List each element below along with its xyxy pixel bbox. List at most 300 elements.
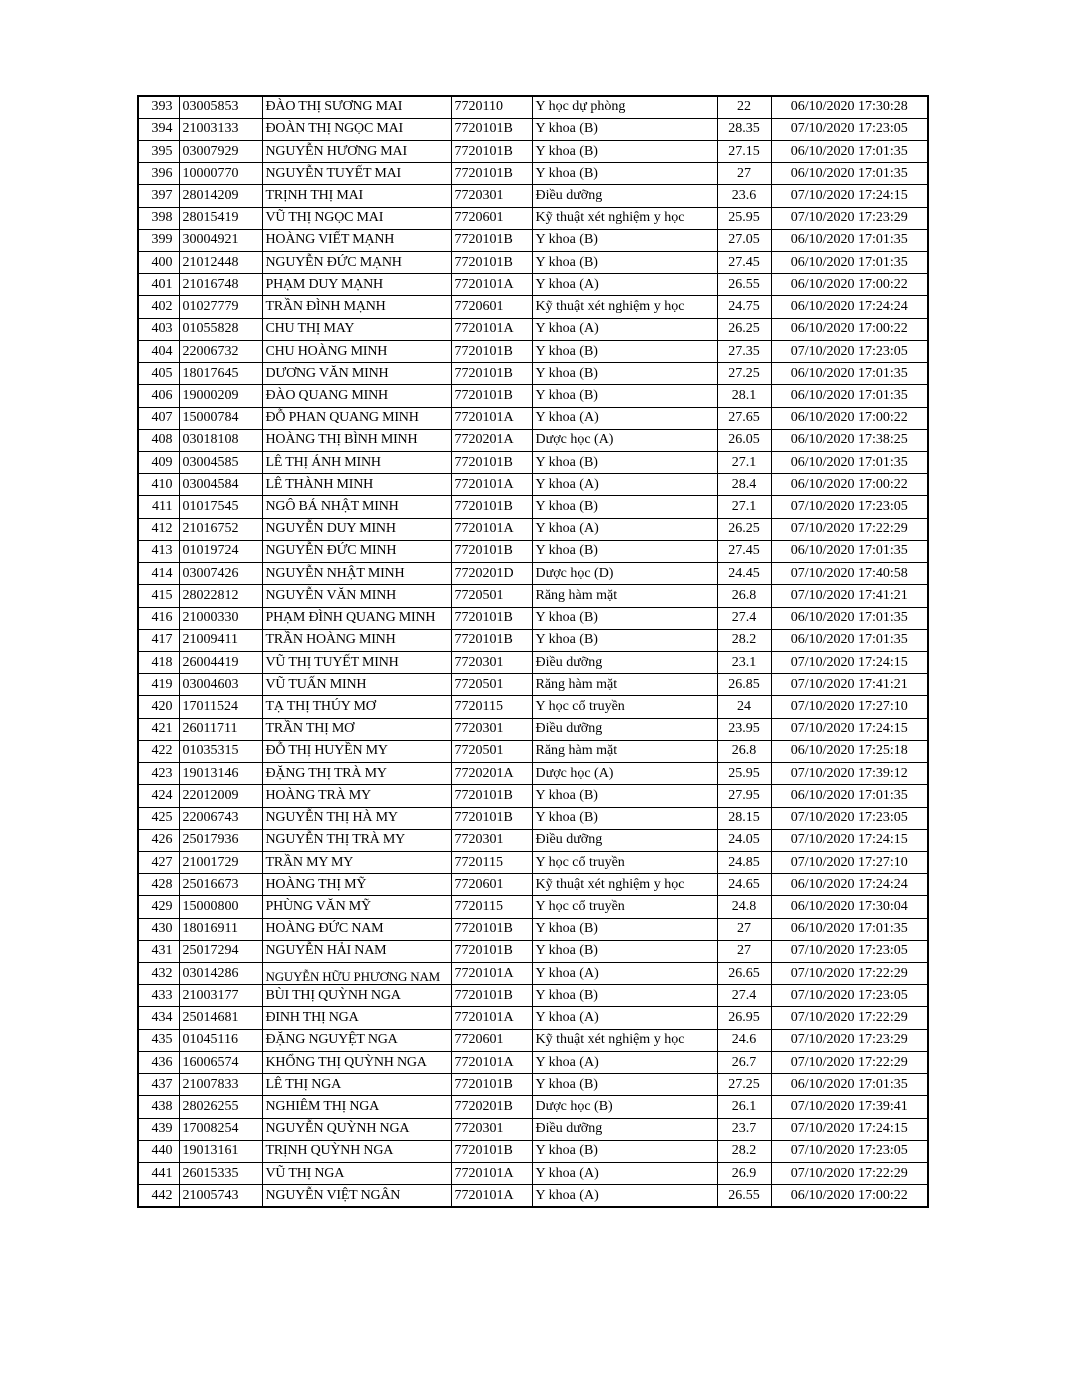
candidate-id: 18016911 bbox=[179, 918, 262, 940]
candidate-id: 03007929 bbox=[179, 140, 262, 162]
major-name: Y khoa (A) bbox=[532, 407, 717, 429]
candidate-name: NGUYỄN NHẬT MINH bbox=[262, 563, 451, 585]
table-row bbox=[138, 452, 928, 474]
table-row bbox=[138, 1163, 928, 1185]
score: 25.95 bbox=[717, 207, 771, 229]
candidate-id: 03007426 bbox=[179, 563, 262, 585]
candidate-name: VŨ THỊ TUYẾT MINH bbox=[262, 651, 451, 673]
candidate-name: ĐẶNG THỊ TRÀ MY bbox=[262, 763, 451, 785]
table-row bbox=[138, 140, 928, 162]
candidate-id: 22006732 bbox=[179, 340, 262, 362]
major-code: 7720101B bbox=[451, 785, 532, 807]
major-name: Y khoa (A) bbox=[532, 1051, 717, 1073]
major-code: 7720101B bbox=[451, 118, 532, 140]
major-name: Điều dưỡng bbox=[532, 185, 717, 207]
candidate-id: 22006743 bbox=[179, 807, 262, 829]
major-name: Điều dưỡng bbox=[532, 1118, 717, 1140]
candidate-name: NGUYỄN TUYẾT MAI bbox=[262, 163, 451, 185]
candidate-id: 19013146 bbox=[179, 763, 262, 785]
major-code: 7720101A bbox=[451, 1051, 532, 1073]
registration-time: 07/10/2020 17:27:10 bbox=[771, 851, 928, 873]
table-row bbox=[138, 785, 928, 807]
candidate-id: 03004603 bbox=[179, 674, 262, 696]
major-name: Y khoa (A) bbox=[532, 1163, 717, 1185]
major-code: 7720101B bbox=[451, 807, 532, 829]
major-code: 7720301 bbox=[451, 829, 532, 851]
score: 24.05 bbox=[717, 829, 771, 851]
score: 27.4 bbox=[717, 985, 771, 1007]
registration-time: 07/10/2020 17:23:29 bbox=[771, 207, 928, 229]
row-number: 406 bbox=[138, 385, 179, 407]
score: 26.85 bbox=[717, 674, 771, 696]
candidate-id: 21000330 bbox=[179, 607, 262, 629]
score: 24.85 bbox=[717, 851, 771, 873]
score: 26.05 bbox=[717, 429, 771, 451]
registration-time: 06/10/2020 17:01:35 bbox=[771, 785, 928, 807]
table-row bbox=[138, 96, 928, 118]
major-name: Y khoa (B) bbox=[532, 163, 717, 185]
table-row bbox=[138, 1029, 928, 1051]
registration-time: 06/10/2020 17:01:35 bbox=[771, 918, 928, 940]
major-name: Y khoa (B) bbox=[532, 918, 717, 940]
major-code: 7720101A bbox=[451, 1185, 532, 1207]
row-number: 438 bbox=[138, 1096, 179, 1118]
candidate-name: TẠ THỊ THÚY MƠ bbox=[262, 696, 451, 718]
score: 27.05 bbox=[717, 229, 771, 251]
table-row bbox=[138, 740, 928, 762]
row-number: 432 bbox=[138, 963, 179, 985]
row-number: 405 bbox=[138, 363, 179, 385]
row-number: 417 bbox=[138, 629, 179, 651]
candidate-id: 25017936 bbox=[179, 829, 262, 851]
score: 24 bbox=[717, 696, 771, 718]
major-code: 7720101A bbox=[451, 274, 532, 296]
table-row bbox=[138, 496, 928, 518]
major-name: Điều dưỡng bbox=[532, 718, 717, 740]
candidate-id: 18017645 bbox=[179, 363, 262, 385]
major-code: 7720501 bbox=[451, 674, 532, 696]
major-code: 7720115 bbox=[451, 696, 532, 718]
major-code: 7720101B bbox=[451, 140, 532, 162]
major-name: Y khoa (A) bbox=[532, 274, 717, 296]
registration-time: 06/10/2020 17:01:35 bbox=[771, 363, 928, 385]
table-row bbox=[138, 474, 928, 496]
candidate-name: VŨ THỊ NGA bbox=[262, 1163, 451, 1185]
table-row bbox=[138, 1140, 928, 1162]
row-number: 416 bbox=[138, 607, 179, 629]
score: 24.65 bbox=[717, 874, 771, 896]
table-row bbox=[138, 1007, 928, 1029]
table-row bbox=[138, 585, 928, 607]
major-name: Kỹ thuật xét nghiệm y học bbox=[532, 1029, 717, 1051]
candidate-id: 03004585 bbox=[179, 452, 262, 474]
row-number: 442 bbox=[138, 1185, 179, 1207]
table-row bbox=[138, 252, 928, 274]
score: 24.75 bbox=[717, 296, 771, 318]
score: 27.1 bbox=[717, 496, 771, 518]
row-number: 393 bbox=[138, 96, 179, 118]
major-code: 7720101B bbox=[451, 985, 532, 1007]
table-row bbox=[138, 1118, 928, 1140]
row-number: 422 bbox=[138, 740, 179, 762]
major-code: 7720101A bbox=[451, 963, 532, 985]
major-name: Y khoa (B) bbox=[532, 1140, 717, 1162]
major-name: Dược học (B) bbox=[532, 1096, 717, 1118]
candidate-name: NGUYỄN DUY MINH bbox=[262, 518, 451, 540]
major-name: Y học dự phòng bbox=[532, 96, 717, 118]
score: 25.95 bbox=[717, 763, 771, 785]
table-row bbox=[138, 318, 928, 340]
row-number: 433 bbox=[138, 985, 179, 1007]
candidate-name: CHU HOÀNG MINH bbox=[262, 340, 451, 362]
registration-time: 06/10/2020 17:38:25 bbox=[771, 429, 928, 451]
registration-time: 07/10/2020 17:39:12 bbox=[771, 763, 928, 785]
candidate-id: 15000784 bbox=[179, 407, 262, 429]
major-name: Y khoa (B) bbox=[532, 363, 717, 385]
table-row bbox=[138, 385, 928, 407]
candidate-id: 21007833 bbox=[179, 1074, 262, 1096]
score: 27.65 bbox=[717, 407, 771, 429]
registration-time: 07/10/2020 17:23:05 bbox=[771, 807, 928, 829]
row-number: 398 bbox=[138, 207, 179, 229]
major-code: 7720101B bbox=[451, 629, 532, 651]
score: 28.35 bbox=[717, 118, 771, 140]
registration-time: 06/10/2020 17:30:04 bbox=[771, 896, 928, 918]
table-row bbox=[138, 207, 928, 229]
table-row bbox=[138, 629, 928, 651]
registration-time: 07/10/2020 17:24:15 bbox=[771, 718, 928, 740]
candidate-name: NGUYỄN VIỆT NGÂN bbox=[262, 1185, 451, 1207]
candidate-name: TRỊNH QUỲNH NGA bbox=[262, 1140, 451, 1162]
candidate-id: 16006574 bbox=[179, 1051, 262, 1073]
candidate-id: 21003177 bbox=[179, 985, 262, 1007]
row-number: 421 bbox=[138, 718, 179, 740]
table-row bbox=[138, 607, 928, 629]
candidate-id: 25016673 bbox=[179, 874, 262, 896]
major-name: Y khoa (B) bbox=[532, 252, 717, 274]
major-code: 7720101A bbox=[451, 318, 532, 340]
candidate-name: HOÀNG ĐỨC NAM bbox=[262, 918, 451, 940]
major-code: 7720101B bbox=[451, 452, 532, 474]
major-name: Dược học (D) bbox=[532, 563, 717, 585]
major-name: Y khoa (B) bbox=[532, 496, 717, 518]
score: 26.9 bbox=[717, 1163, 771, 1185]
candidate-id: 19013161 bbox=[179, 1140, 262, 1162]
table-row bbox=[138, 985, 928, 1007]
candidate-name: TRỊNH THỊ MAI bbox=[262, 185, 451, 207]
registration-time: 06/10/2020 17:01:35 bbox=[771, 252, 928, 274]
major-name: Y khoa (B) bbox=[532, 785, 717, 807]
registration-time: 06/10/2020 17:01:35 bbox=[771, 1074, 928, 1096]
registration-time: 06/10/2020 17:24:24 bbox=[771, 874, 928, 896]
registration-time: 07/10/2020 17:41:21 bbox=[771, 674, 928, 696]
score: 27 bbox=[717, 940, 771, 962]
major-name: Y khoa (B) bbox=[532, 340, 717, 362]
major-code: 7720101B bbox=[451, 229, 532, 251]
score: 27.1 bbox=[717, 452, 771, 474]
score: 23.1 bbox=[717, 651, 771, 673]
candidate-id: 03005853 bbox=[179, 96, 262, 118]
major-code: 7720601 bbox=[451, 296, 532, 318]
candidate-name: HOÀNG THỊ BÌNH MINH bbox=[262, 429, 451, 451]
row-number: 400 bbox=[138, 252, 179, 274]
candidate-name: NGUYỄN ĐỨC MẠNH bbox=[262, 252, 451, 274]
major-name: Y khoa (B) bbox=[532, 985, 717, 1007]
table-row bbox=[138, 163, 928, 185]
candidate-name: NGUYỄN THỊ TRÀ MY bbox=[262, 829, 451, 851]
row-number: 403 bbox=[138, 318, 179, 340]
major-code: 7720101B bbox=[451, 540, 532, 562]
major-name: Y khoa (B) bbox=[532, 140, 717, 162]
candidate-name: TRẦN MY MY bbox=[262, 851, 451, 873]
major-name: Y khoa (A) bbox=[532, 318, 717, 340]
major-name: Y học cổ truyền bbox=[532, 696, 717, 718]
candidate-name: BÙI THỊ QUỲNH NGA bbox=[262, 985, 451, 1007]
table-row bbox=[138, 963, 928, 985]
candidate-name: TRẦN ĐÌNH MẠNH bbox=[262, 296, 451, 318]
candidate-name: NGUYỄN ĐỨC MINH bbox=[262, 540, 451, 562]
major-name: Y khoa (B) bbox=[532, 118, 717, 140]
candidate-id: 01035315 bbox=[179, 740, 262, 762]
major-code: 7720301 bbox=[451, 651, 532, 673]
registration-time: 06/10/2020 17:01:35 bbox=[771, 607, 928, 629]
score: 24.8 bbox=[717, 896, 771, 918]
major-code: 7720101B bbox=[451, 385, 532, 407]
score: 27.45 bbox=[717, 540, 771, 562]
row-number: 412 bbox=[138, 518, 179, 540]
candidate-id: 26004419 bbox=[179, 651, 262, 673]
major-name: Kỹ thuật xét nghiệm y học bbox=[532, 296, 717, 318]
table-row bbox=[138, 185, 928, 207]
registration-time: 06/10/2020 17:00:22 bbox=[771, 274, 928, 296]
major-code: 7720101A bbox=[451, 1163, 532, 1185]
major-name: Y khoa (B) bbox=[532, 607, 717, 629]
candidate-id: 25014681 bbox=[179, 1007, 262, 1029]
major-code: 7720601 bbox=[451, 1029, 532, 1051]
score: 26.25 bbox=[717, 318, 771, 340]
candidate-id: 17008254 bbox=[179, 1118, 262, 1140]
major-name: Răng hàm mặt bbox=[532, 740, 717, 762]
table-body bbox=[138, 96, 928, 1207]
score: 23.95 bbox=[717, 718, 771, 740]
registration-time: 07/10/2020 17:39:41 bbox=[771, 1096, 928, 1118]
candidate-name: VŨ THỊ NGỌC MAI bbox=[262, 207, 451, 229]
registration-time: 06/10/2020 17:00:22 bbox=[771, 318, 928, 340]
registration-time: 07/10/2020 17:23:05 bbox=[771, 340, 928, 362]
score: 26.8 bbox=[717, 740, 771, 762]
registration-time: 07/10/2020 17:24:15 bbox=[771, 185, 928, 207]
candidate-name: VŨ TUẤN MINH bbox=[262, 674, 451, 696]
table-row bbox=[138, 874, 928, 896]
table-row bbox=[138, 1185, 928, 1207]
major-name: Y khoa (A) bbox=[532, 1007, 717, 1029]
major-name: Y khoa (B) bbox=[532, 940, 717, 962]
candidate-name: ĐẶNG NGUYỆT NGA bbox=[262, 1029, 451, 1051]
row-number: 410 bbox=[138, 474, 179, 496]
major-code: 7720601 bbox=[451, 207, 532, 229]
score: 27.45 bbox=[717, 252, 771, 274]
score: 26.95 bbox=[717, 1007, 771, 1029]
candidate-name: HOÀNG TRÀ MY bbox=[262, 785, 451, 807]
candidate-name: HOÀNG VIẾT MẠNH bbox=[262, 229, 451, 251]
row-number: 394 bbox=[138, 118, 179, 140]
table-row bbox=[138, 429, 928, 451]
major-code: 7720501 bbox=[451, 740, 532, 762]
registration-time: 06/10/2020 17:01:35 bbox=[771, 163, 928, 185]
score: 27.15 bbox=[717, 140, 771, 162]
major-code: 7720101B bbox=[451, 1140, 532, 1162]
row-number: 436 bbox=[138, 1051, 179, 1073]
candidate-name: ĐÀO THỊ SƯƠNG MAI bbox=[262, 96, 451, 118]
score: 26.55 bbox=[717, 1185, 771, 1207]
registration-time: 07/10/2020 17:23:05 bbox=[771, 118, 928, 140]
candidate-name: NGÔ BÁ NHẬT MINH bbox=[262, 496, 451, 518]
candidate-id: 17011524 bbox=[179, 696, 262, 718]
row-number: 396 bbox=[138, 163, 179, 185]
candidate-id: 01017545 bbox=[179, 496, 262, 518]
score: 27.25 bbox=[717, 1074, 771, 1096]
major-code: 7720101A bbox=[451, 1007, 532, 1029]
candidate-name: TRẦN THỊ MƠ bbox=[262, 718, 451, 740]
candidate-name: PHÙNG VĂN MỸ bbox=[262, 896, 451, 918]
candidate-id: 01045116 bbox=[179, 1029, 262, 1051]
major-name: Răng hàm mặt bbox=[532, 674, 717, 696]
score: 23.7 bbox=[717, 1118, 771, 1140]
registration-time: 06/10/2020 17:01:35 bbox=[771, 385, 928, 407]
score: 26.8 bbox=[717, 585, 771, 607]
score: 28.4 bbox=[717, 474, 771, 496]
major-code: 7720115 bbox=[451, 896, 532, 918]
major-name: Y khoa (A) bbox=[532, 1185, 717, 1207]
candidate-id: 26015335 bbox=[179, 1163, 262, 1185]
major-code: 7720101B bbox=[451, 363, 532, 385]
registration-time: 06/10/2020 17:24:24 bbox=[771, 296, 928, 318]
major-name: Y khoa (B) bbox=[532, 229, 717, 251]
major-code: 7720601 bbox=[451, 874, 532, 896]
row-number: 431 bbox=[138, 940, 179, 962]
candidate-id: 21012448 bbox=[179, 252, 262, 274]
table-row bbox=[138, 296, 928, 318]
row-number: 407 bbox=[138, 407, 179, 429]
major-code: 7720101B bbox=[451, 1074, 532, 1096]
table-row bbox=[138, 363, 928, 385]
registration-time: 07/10/2020 17:27:10 bbox=[771, 696, 928, 718]
row-number: 399 bbox=[138, 229, 179, 251]
table-row bbox=[138, 1051, 928, 1073]
major-name: Dược học (A) bbox=[532, 429, 717, 451]
table-row bbox=[138, 340, 928, 362]
candidate-id: 28015419 bbox=[179, 207, 262, 229]
registration-time: 07/10/2020 17:23:05 bbox=[771, 940, 928, 962]
major-name: Kỹ thuật xét nghiệm y học bbox=[532, 874, 717, 896]
major-name: Điều dưỡng bbox=[532, 651, 717, 673]
registration-time: 07/10/2020 17:40:58 bbox=[771, 563, 928, 585]
score: 27.25 bbox=[717, 363, 771, 385]
major-code: 7720101B bbox=[451, 163, 532, 185]
major-name: Y khoa (B) bbox=[532, 807, 717, 829]
row-number: 429 bbox=[138, 896, 179, 918]
score: 24.45 bbox=[717, 563, 771, 585]
score: 27 bbox=[717, 918, 771, 940]
candidate-id: 21016748 bbox=[179, 274, 262, 296]
candidate-name: ĐÀO QUANG MINH bbox=[262, 385, 451, 407]
major-code: 7720115 bbox=[451, 851, 532, 873]
candidate-id: 28014209 bbox=[179, 185, 262, 207]
row-number: 435 bbox=[138, 1029, 179, 1051]
candidate-id: 01027779 bbox=[179, 296, 262, 318]
registration-time: 06/10/2020 17:01:35 bbox=[771, 229, 928, 251]
row-number: 395 bbox=[138, 140, 179, 162]
admission-list-table bbox=[137, 95, 929, 1208]
row-number: 419 bbox=[138, 674, 179, 696]
major-code: 7720101B bbox=[451, 252, 532, 274]
row-number: 404 bbox=[138, 340, 179, 362]
major-code: 7720301 bbox=[451, 185, 532, 207]
score: 28.1 bbox=[717, 385, 771, 407]
major-name: Y học cổ truyền bbox=[532, 851, 717, 873]
candidate-id: 21003133 bbox=[179, 118, 262, 140]
candidate-name: HOÀNG THỊ MỸ bbox=[262, 874, 451, 896]
registration-time: 07/10/2020 17:24:15 bbox=[771, 829, 928, 851]
registration-time: 07/10/2020 17:41:21 bbox=[771, 585, 928, 607]
row-number: 420 bbox=[138, 696, 179, 718]
major-name: Kỹ thuật xét nghiệm y học bbox=[532, 207, 717, 229]
major-name: Y khoa (A) bbox=[532, 963, 717, 985]
candidate-name: TRẦN HOÀNG MINH bbox=[262, 629, 451, 651]
candidate-name: NGUYỄN HẢI NAM bbox=[262, 940, 451, 962]
candidate-id: 01019724 bbox=[179, 540, 262, 562]
score: 28.2 bbox=[717, 1140, 771, 1162]
table-row bbox=[138, 918, 928, 940]
table-row bbox=[138, 851, 928, 873]
candidate-id: 03014286 bbox=[179, 963, 262, 985]
table-row bbox=[138, 518, 928, 540]
candidate-name: KHỔNG THỊ QUỲNH NGA bbox=[262, 1051, 451, 1073]
registration-time: 07/10/2020 17:23:05 bbox=[771, 985, 928, 1007]
major-code: 7720201A bbox=[451, 429, 532, 451]
score: 27 bbox=[717, 163, 771, 185]
registration-time: 07/10/2020 17:24:15 bbox=[771, 651, 928, 673]
row-number: 409 bbox=[138, 452, 179, 474]
major-code: 7720501 bbox=[451, 585, 532, 607]
row-number: 426 bbox=[138, 829, 179, 851]
major-code: 7720201D bbox=[451, 563, 532, 585]
table-row bbox=[138, 540, 928, 562]
major-code: 7720101B bbox=[451, 918, 532, 940]
score: 23.6 bbox=[717, 185, 771, 207]
major-name: Y khoa (B) bbox=[532, 540, 717, 562]
table-row bbox=[138, 763, 928, 785]
score: 22 bbox=[717, 96, 771, 118]
candidate-name: DƯƠNG VĂN MINH bbox=[262, 363, 451, 385]
candidate-name: NGUYỄN QUỲNH NGA bbox=[262, 1118, 451, 1140]
score: 27.4 bbox=[717, 607, 771, 629]
table-row bbox=[138, 896, 928, 918]
table-row bbox=[138, 274, 928, 296]
candidate-name: ĐOÀN THỊ NGỌC MAI bbox=[262, 118, 451, 140]
table-row bbox=[138, 229, 928, 251]
candidate-name: LÊ THỊ ÁNH MINH bbox=[262, 452, 451, 474]
table-row bbox=[138, 807, 928, 829]
score: 27.95 bbox=[717, 785, 771, 807]
major-code: 7720101B bbox=[451, 607, 532, 629]
row-number: 427 bbox=[138, 851, 179, 873]
registration-time: 06/10/2020 17:01:35 bbox=[771, 629, 928, 651]
registration-time: 07/10/2020 17:23:05 bbox=[771, 496, 928, 518]
major-code: 7720301 bbox=[451, 718, 532, 740]
candidate-name: NGHIÊM THỊ NGA bbox=[262, 1096, 451, 1118]
score: 28.2 bbox=[717, 629, 771, 651]
